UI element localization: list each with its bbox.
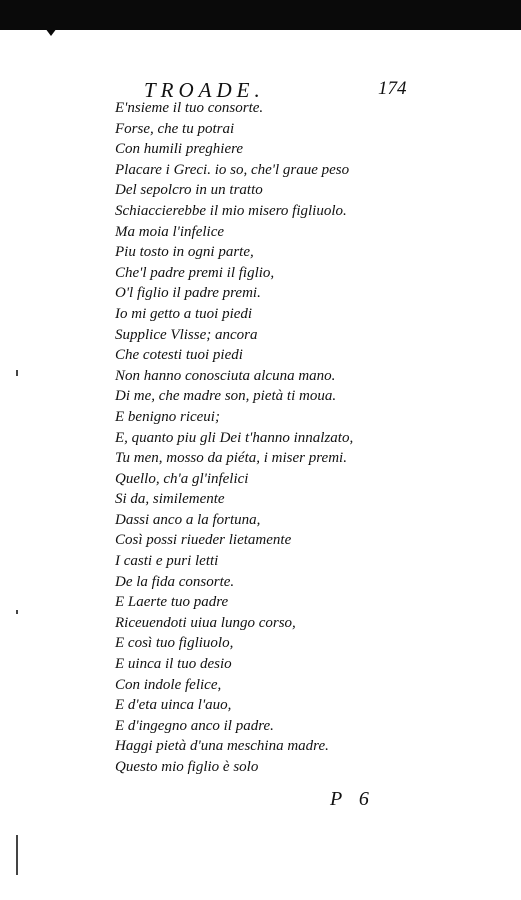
verse-line: Schiaccierebbe il mio misero figliuolo. — [115, 202, 347, 219]
verse-line: E, quanto piu gli Dei t'hanno innalzato, — [115, 429, 354, 446]
verse-line: Così possi riueder lietamente — [115, 532, 292, 549]
verse-line: Del sepolcro in un tratto — [115, 182, 263, 199]
verse-line: E così tuo figliuolo, — [115, 635, 234, 652]
verse-line: Tu men, mosso da piéta, i miser premi. — [115, 450, 347, 467]
verse-line: E'nsieme il tuo consorte. — [115, 100, 264, 116]
scan-top-border — [0, 0, 521, 30]
verse-line: E uinca il tuo desio — [115, 656, 232, 673]
verse-line: E d'ingegno anco il padre. — [115, 717, 274, 734]
verse-line: Con indole felice, — [115, 676, 222, 693]
gutter-mark — [16, 610, 18, 614]
scan-border-notch — [45, 28, 57, 36]
verse-line: Di me, che madre son, pietà ti moua. — [115, 388, 337, 405]
verse-line: Forse, che tu potrai — [115, 120, 235, 137]
verse-line: De la fida consorte. — [115, 573, 235, 590]
verse-line: Io mi getto a tuoi piedi — [115, 305, 253, 322]
verse-line: Piu tosto in ogni parte, — [115, 244, 254, 261]
verse-line: Non hanno conosciuta alcuna mano. — [115, 367, 336, 384]
verse-line: Dassi anco a la fortuna, — [115, 511, 261, 528]
verse-line: Si da, similemente — [115, 491, 225, 508]
verse-column — [115, 98, 415, 778]
verse-line: Che'l padre premi il figlio, — [115, 264, 275, 281]
verse-line: Supplice Vlisse; ancora — [115, 326, 258, 343]
verse-line: Placare i Greci. io so, che'l graue peso — [115, 161, 350, 178]
verse-line: Haggi pietà d'una meschina madre. — [115, 738, 329, 755]
verse-line: Che cotesti tuoi piedi — [115, 347, 243, 364]
verse-line: Ma moia l'infelice — [115, 223, 225, 240]
verse-line: E Laerte tuo padre — [115, 594, 229, 611]
running-head: TROADE. — [144, 78, 265, 102]
verse-line: O'l figlio il padre premi. — [115, 285, 261, 302]
verse-line: I casti e puri letti — [115, 553, 219, 570]
verse-line: Con humili preghiere — [115, 141, 244, 158]
verse-line: E d'eta uinca l'auo, — [115, 697, 232, 714]
verse-line: Riceuendoti uiua lungo corso, — [115, 614, 296, 631]
verse-line: Questo mio figlio è solo — [115, 759, 259, 775]
verse-line: E benigno riceui; — [115, 408, 220, 425]
signature-mark: P 6 — [330, 788, 375, 810]
page-number: 174 — [378, 78, 407, 99]
gutter-mark — [16, 370, 18, 376]
verse-line: Quello, ch'a gl'infelici — [115, 470, 249, 487]
gutter-mark — [16, 835, 18, 875]
